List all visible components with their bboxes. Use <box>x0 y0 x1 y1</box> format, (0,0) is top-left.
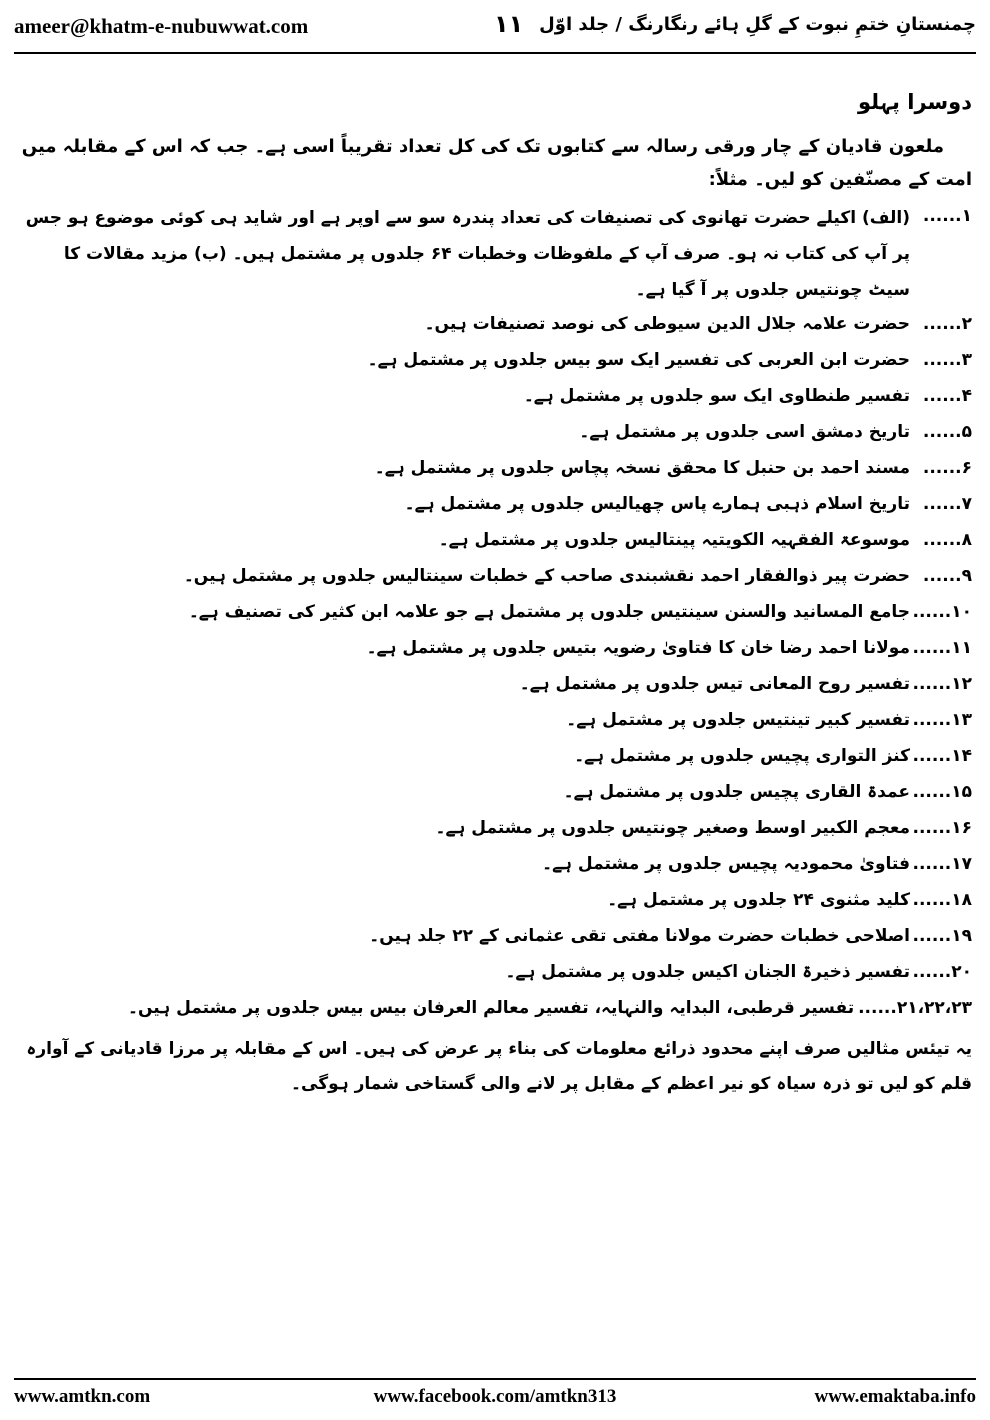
item-text: کلید مثنوی ۲۴ جلدوں پر مشتمل ہے۔ <box>607 890 910 910</box>
item-number: ۷...... <box>922 494 972 514</box>
list-item <box>18 956 972 992</box>
item-number: ۱...... <box>922 206 972 226</box>
item-number: ۱۲...... <box>912 674 972 694</box>
item-text: اصلاحی خطبات حضرت مولانا مفتی تقی عثمانی کے ۲۲ جلد ہیں۔ <box>369 926 910 946</box>
item-number: ۱۱...... <box>912 638 972 658</box>
item-number: ۱۷...... <box>912 854 972 874</box>
list-item <box>18 884 972 920</box>
item-text: معجم الکبیر اوسط وصغیر چونتیس جلدوں پر مشتمل ہے۔ <box>435 818 910 838</box>
item-text: تاریخ دمشق اسی جلدوں پر مشتمل ہے۔ <box>579 422 910 442</box>
item-number: ۹...... <box>922 566 972 586</box>
page-footer <box>14 1386 976 1412</box>
item-text: موسوعۃ الفقہیہ الکویتیہ پینتالیس جلدوں پر مشتمل ہے۔ <box>438 530 910 550</box>
header-divider <box>14 52 976 54</box>
intro-paragraph <box>18 130 972 196</box>
item-number: ۸...... <box>922 530 972 550</box>
book-title: چمنستانِ ختمِ نبوت کے گلِ ہائے رنگارنگ / جلد اوّل <box>539 14 976 35</box>
list-item <box>18 344 972 380</box>
page-header <box>14 0 976 56</box>
item-text: تفسیر کبیر تینتیس جلدوں پر مشتمل ہے۔ <box>566 710 910 730</box>
item-text: تفسیر طنطاوی ایک سو جلدوں پر مشتمل ہے۔ <box>523 386 910 406</box>
item-number: ۲۰...... <box>912 962 972 982</box>
item-number: ۳...... <box>922 350 972 370</box>
item-number: ۱۳...... <box>912 710 972 730</box>
item-number: ۴...... <box>922 386 972 406</box>
page-number: ۱۱ <box>494 10 524 38</box>
item-text: جامع المسانید والسنن سینتیس جلدوں پر مشتمل ہے جو علامہ ابن کثیر کی تصنیف ہے۔ <box>188 602 910 622</box>
list-item <box>18 704 972 740</box>
item-number: ۱۹...... <box>912 926 972 946</box>
footer-link-amtkn[interactable]: www.amtkn.com <box>14 1386 151 1407</box>
item-text: حضرت پیر ذوالفقار احمد نقشبندی صاحب کے خطبات سینتالیس جلدوں پر مشتمل ہیں۔ <box>183 566 910 586</box>
list-item <box>18 920 972 956</box>
footer-link-facebook[interactable]: www.facebook.com/amtkn313 <box>373 1386 617 1407</box>
item-text: (الف) اکیلے حضرت تھانوی کی تصنیفات کی تعداد پندرہ سو سے اوپر ہے اور شاید ہی کوئی موضوع ہو جس پر آپ کی کتاب نہ ہو۔ صرف آپ کے ملفوظات وخطبات ۶۴ جلدوں پر مشتمل ہیں۔ (ب) مزید مقالات کا سیٹ چونتیس جلدوں پر آ گیا ہے۔ <box>25 208 910 300</box>
item-text: فتاویٰ محمودیہ پچیس جلدوں پر مشتمل ہے۔ <box>542 854 910 874</box>
list-item <box>18 812 972 848</box>
item-text: تفسیر روح المعانی تیس جلدوں پر مشتمل ہے۔ <box>519 674 910 694</box>
item-number: ۲۱،۲۲،۲۳...... <box>858 998 972 1018</box>
intro-text: ملعون قادیان کے چار ورقی رسالہ سے کتابوں تک کی کل تعداد تقریباً اسی ہے۔ جب کہ اس کے مقابلہ میں امت کے مصنّفین کو لیں۔ مثلاً: <box>21 136 972 190</box>
item-text: حضرت علامہ جلال الدین سیوطی کی نوصد تصنیفات ہیں۔ <box>424 314 910 334</box>
list-item <box>18 848 972 884</box>
section-heading: دوسرا پہلو <box>858 90 972 114</box>
list-item <box>18 452 972 488</box>
item-number: ۱۸...... <box>912 890 972 910</box>
list-item <box>18 740 972 776</box>
list-item <box>18 200 972 308</box>
item-number: ۲...... <box>922 314 972 334</box>
item-number: ۶...... <box>922 458 972 478</box>
list-item <box>18 632 972 668</box>
list-item <box>18 596 972 632</box>
list-item <box>18 524 972 560</box>
list-item <box>18 560 972 596</box>
list-item-combined <box>18 992 972 1028</box>
item-number: ۱۰...... <box>912 602 972 622</box>
item-text: حضرت ابن العربی کی تفسیر ایک سو بیس جلدوں پر مشتمل ہے۔ <box>367 350 910 370</box>
item-number: ۵...... <box>922 422 972 442</box>
list-item <box>18 776 972 812</box>
list-item <box>18 488 972 524</box>
item-text: کنز التواری پچیس جلدوں پر مشتمل ہے۔ <box>574 746 910 766</box>
footer-divider <box>14 1378 976 1380</box>
list-item <box>18 308 972 344</box>
item-text: تفسیر ذخیرۃ الجنان اکیس جلدوں پر مشتمل ہے۔ <box>505 962 910 982</box>
header-email: ameer@khatm-e-nubuwwat.com <box>14 14 309 38</box>
item-text: تفسیر قرطبی، البدایہ والنہایہ، تفسیر معالم العرفان بیس بیس جلدوں پر مشتمل ہیں۔ <box>128 998 855 1018</box>
item-number: ۱۵...... <box>912 782 972 802</box>
item-number: ۱۶...... <box>912 818 972 838</box>
list-item <box>18 380 972 416</box>
item-text: مسند احمد بن حنبل کا محقق نسخہ پچاس جلدوں پر مشتمل ہے۔ <box>374 458 910 478</box>
item-text: عمدۃ القاری پچیس جلدوں پر مشتمل ہے۔ <box>563 782 910 802</box>
list-item <box>18 416 972 452</box>
page-content <box>18 90 972 1102</box>
closing-paragraph: یہ تیئس مثالیں صرف اپنے محدود ذرائع معلومات کی بناء پر عرض کی ہیں۔ اس کے مقابلہ پر مرزا قادیانی کے آوارہ قلم کو لیں تو ذرہ سیاہ کو نیر اعظم کے مقابل پر لانے والی گستاخی شمار ہوگی۔ <box>26 1039 972 1094</box>
list-item <box>18 668 972 704</box>
item-number: ۱۴...... <box>912 746 972 766</box>
item-text: مولانا احمد رضا خان کا فتاویٰ رضویہ بتیس جلدوں پر مشتمل ہے۔ <box>366 638 910 658</box>
footer-link-emaktaba[interactable]: www.emaktaba.info <box>814 1386 976 1407</box>
item-text: تاریخ اسلام ذہبی ہمارے پاس چھیالیس جلدوں پر مشتمل ہے۔ <box>404 494 910 514</box>
